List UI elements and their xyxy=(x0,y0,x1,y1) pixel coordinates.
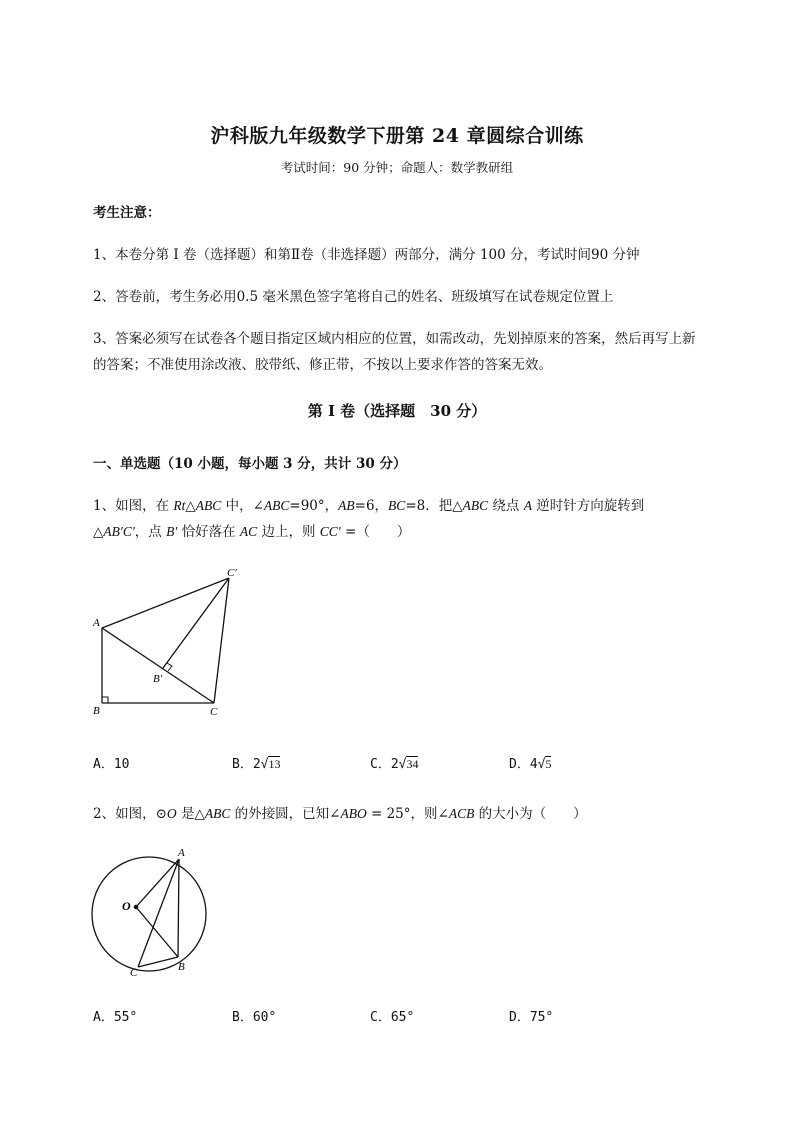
question-2-figure xyxy=(86,840,216,980)
q2-option-c[interactable]: C．65° xyxy=(370,1010,415,1025)
notice-item-2: 2、答卷前，考生务必用0.5 毫米黑色签字笔将自己的姓名、班级填写在试卷规定位置上 xyxy=(93,289,614,305)
question-1-figure xyxy=(88,562,248,722)
label-c: C xyxy=(210,706,218,718)
notice-item-3-cont: 的答案；不准使用涂改液、胶带纸、修正带，不按以上要求作答的答案无效。 xyxy=(93,357,552,373)
segment-ab xyxy=(178,859,179,957)
segment-oa xyxy=(136,859,179,907)
label-b: B xyxy=(178,961,185,973)
sqrt-symbol: √ xyxy=(260,757,269,772)
circumcircle xyxy=(92,857,206,971)
q2-option-b[interactable]: B．60° xyxy=(232,1010,277,1025)
notice-item-1: 1、本卷分第 I 卷（选择题）和第Ⅱ卷（非选择题）两部分，满分 100 分，考试时间90 分钟 xyxy=(93,247,640,263)
label-o: O xyxy=(122,899,131,913)
notice-heading: 考生注意： xyxy=(93,205,161,221)
question-1-line-1: 1、如图，在 Rt△ABC 中，∠ABC=90°，AB=6，BC=8．把△ABC 绕点 A 逆时针方向旋转到 xyxy=(93,498,645,514)
segment-cc-prime xyxy=(214,578,229,703)
q1-option-a[interactable]: A．10 xyxy=(93,757,130,772)
q2-option-a[interactable]: A．55° xyxy=(93,1010,138,1025)
exam-info: 考试时间：90 分钟；命题人：数学教研组 xyxy=(280,160,514,175)
page-title: 沪科版九年级数学下册第 24 章圆综合训练 xyxy=(210,125,584,147)
notice-item-3: 3、答案必须写在试卷各个题目指定区域内相应的位置，如需改动，先划掉原来的答案，然后再写上新 xyxy=(93,331,696,347)
right-angle-mark-b-prime xyxy=(167,663,172,671)
section-title: 第 I 卷（选择题 30 分） xyxy=(307,402,487,420)
label-a: A xyxy=(178,847,185,859)
label-a: A xyxy=(93,617,100,629)
segment-ob xyxy=(136,907,178,957)
question-1-line-2: △AB′C′，点 B′ 恰好落在 AC 边上，则 CC′ =（ ） xyxy=(93,524,411,540)
question-2-line: 2、如图，⊙O 是△ABC 的外接圆，已知∠ABO = 25°，则∠ACB 的大小为（ ） xyxy=(93,806,587,822)
part-title: 一、单选题（10 小题，每小题 3 分，共计 30 分） xyxy=(93,456,407,472)
sqrt-symbol: √ xyxy=(537,757,546,772)
q1-option-d[interactable]: D．4√5 xyxy=(509,757,552,772)
label-b-prime: B′ xyxy=(153,673,163,685)
label-c-prime: C′ xyxy=(227,567,237,579)
center-point xyxy=(134,905,139,910)
q2-option-d[interactable]: D．75° xyxy=(509,1010,554,1025)
label-c: C xyxy=(130,967,138,979)
right-angle-mark-b xyxy=(102,697,108,703)
segment-ac xyxy=(102,628,214,703)
q1-option-b[interactable]: B．2√13 xyxy=(232,757,281,772)
q1-option-c[interactable]: C．2√34 xyxy=(370,757,419,772)
sqrt-symbol: √ xyxy=(398,757,407,772)
label-b: B xyxy=(93,705,100,717)
